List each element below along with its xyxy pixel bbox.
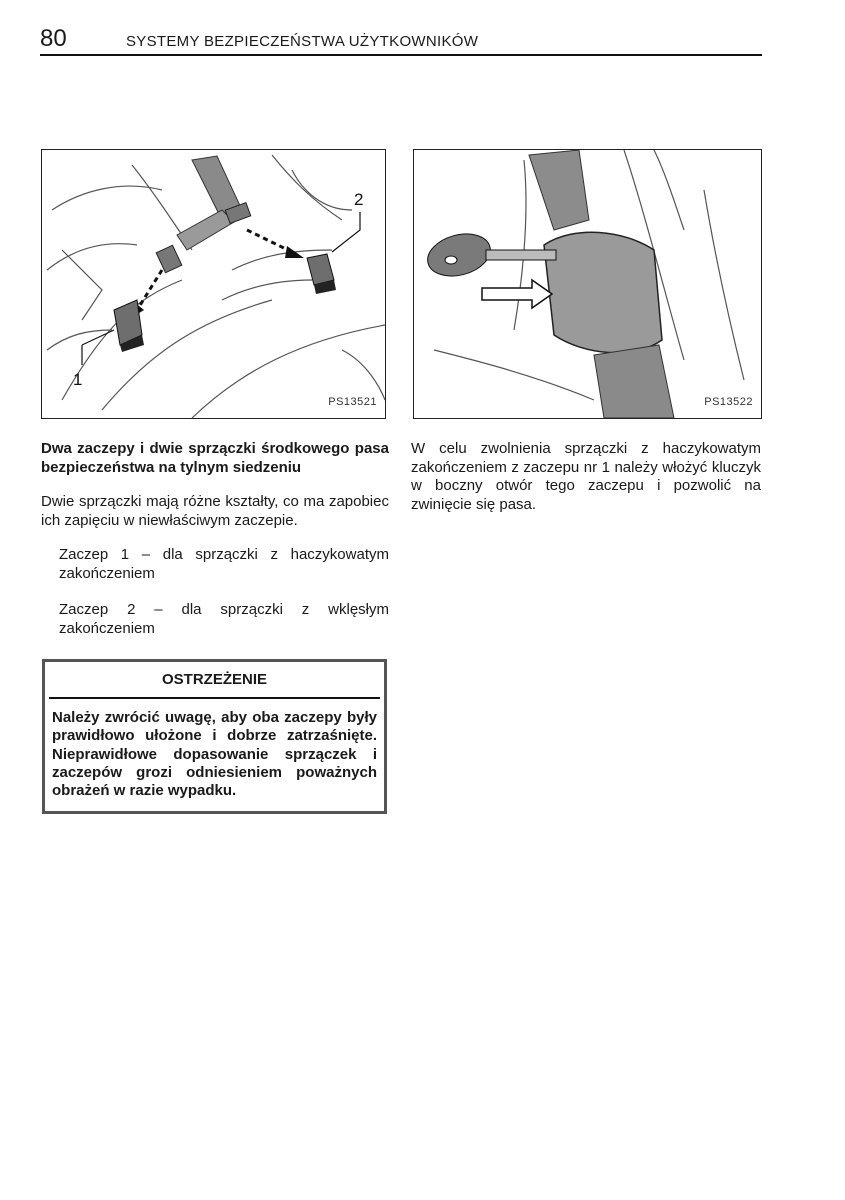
callout-1: 1: [73, 370, 83, 389]
key-release-illustration: [414, 150, 761, 418]
figure-seat-belt-buckles: [41, 149, 386, 419]
buckles-illustration: [42, 150, 385, 418]
warning-divider: [49, 697, 380, 699]
figure-buckle-release-key: [413, 149, 762, 419]
intro-paragraph: Dwie sprzączki mają różne kształty, co ma zapobiec ich zapięciu w niewłaściwym zaczepie.: [41, 493, 389, 529]
callout-2: 2: [354, 190, 364, 209]
warning-title: OSTRZEŻENIE: [161, 671, 267, 688]
warning-box: [42, 659, 387, 814]
page-header: [40, 22, 762, 56]
release-instruction: W celu zwolnienia sprzączki z haczykowatym zakończeniem z zaczepu nr 1 należy włożyć kluczyk w boczny otwór tego zaczepu i pozwolić na zwinięcie się pasa.: [411, 440, 761, 513]
figure-code: PS13522: [704, 396, 753, 408]
warning-body: Należy zwrócić uwagę, aby oba zaczepy były prawidłowo ułożone i dobrze zatrzaśnięte. Nieprawidłowe dopasowanie sprzączek i zaczepów grozi odniesieniem poważnych obrażeń w razie wypadku.: [52, 709, 377, 800]
section-heading: Dwa zaczepy i dwie sprzączki środkowego pasa bezpieczeństwa na tylnym siedzeniu: [41, 440, 389, 476]
list-item: Zaczep 1 – dla sprzączki z haczykowatym zakończeniem: [59, 546, 389, 582]
figure-code: PS13521: [328, 396, 377, 408]
list-item: Zaczep 2 – dla sprzączki z wklęsłym zakończeniem: [59, 601, 389, 637]
section-title: SYSTEMY BEZPIECZEŃSTWA UŻYTKOWNIKÓW: [126, 33, 479, 50]
right-column: [411, 440, 761, 530]
left-column: [41, 440, 389, 656]
page-number: 80: [40, 25, 67, 52]
